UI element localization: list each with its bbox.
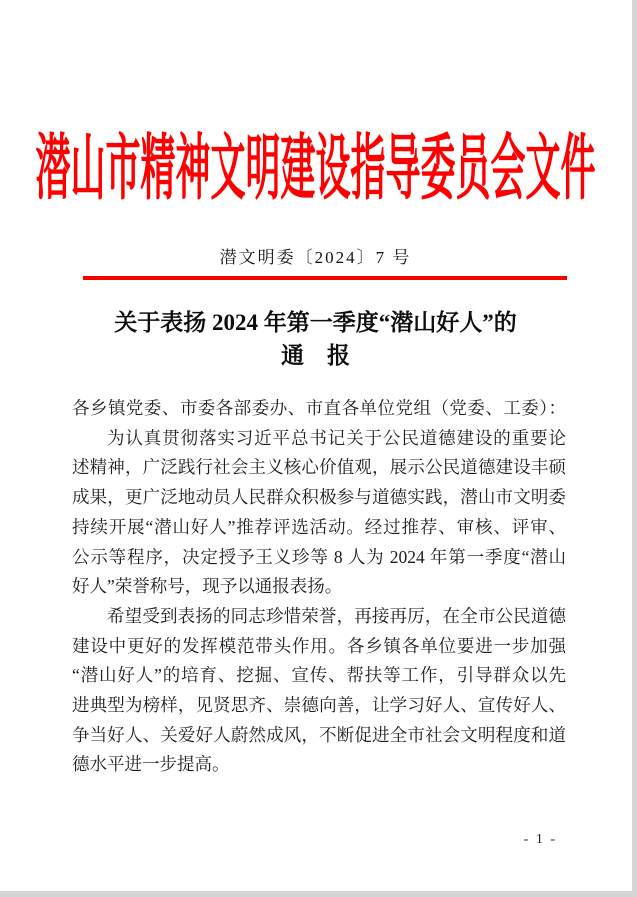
body-line: 希望受到表扬的同志珍惜荣誉，再接再厉，在全市公民道德	[107, 605, 566, 626]
body-line: 成果，更广泛地动员人民群众积极参与道德实践，潜山市文明委	[72, 487, 566, 508]
body-line: 争当好人、关爱好人蔚然成风，不断促进全市社会文明程度和道	[72, 724, 566, 745]
scan-edge-right	[632, 0, 637, 897]
masthead-title: 潜山市精神文明建设指导委员会文件	[35, 128, 596, 209]
body-line: 建设中更好的发挥模范带头作用。各乡镇各单位要进一步加强	[72, 635, 566, 656]
doc-title	[0, 306, 631, 372]
doc-number: 潜文明委〔2024〕7 号	[219, 248, 412, 267]
body-line: 述精神，广泛践行社会主义核心价值观，展示公民道德建设丰硕	[72, 457, 566, 478]
page-number: - 1 -	[523, 832, 557, 847]
scan-edge-bottom	[0, 891, 637, 897]
body-paragraphs	[72, 424, 566, 780]
doc-title-line1: 关于表扬 2024 年第一季度“潜山好人”的	[114, 310, 517, 335]
salutation: 各乡镇党委、市委各部委办、市直各单位党组（党委、工委）：	[72, 398, 566, 418]
body-line: 德水平进一步提高。	[72, 754, 230, 775]
doc-body	[72, 394, 566, 780]
body-line: 公示等程序，决定授予王义珍等 8 人为 2024 年第一季度“潜山	[72, 546, 566, 567]
red-divider-line	[83, 276, 567, 280]
body-line: “潜山好人”的培育、挖掘、宣传、帮扶等工作，引导群众以先	[72, 665, 566, 686]
body-line: 持续开展“潜山好人”推荐评选活动。经过推荐、审核、评审、	[72, 516, 566, 537]
body-line: 好人”荣誉称号，现予以通报表扬。	[72, 576, 343, 597]
body-line: 进典型为榜样，见贤思齐、崇德向善，让学习好人、宣传好人、	[72, 695, 566, 716]
body-line: 为认真贯彻落实习近平总书记关于公民道德建设的重要论	[107, 427, 566, 448]
doc-title-line2: 通 报	[281, 343, 350, 368]
